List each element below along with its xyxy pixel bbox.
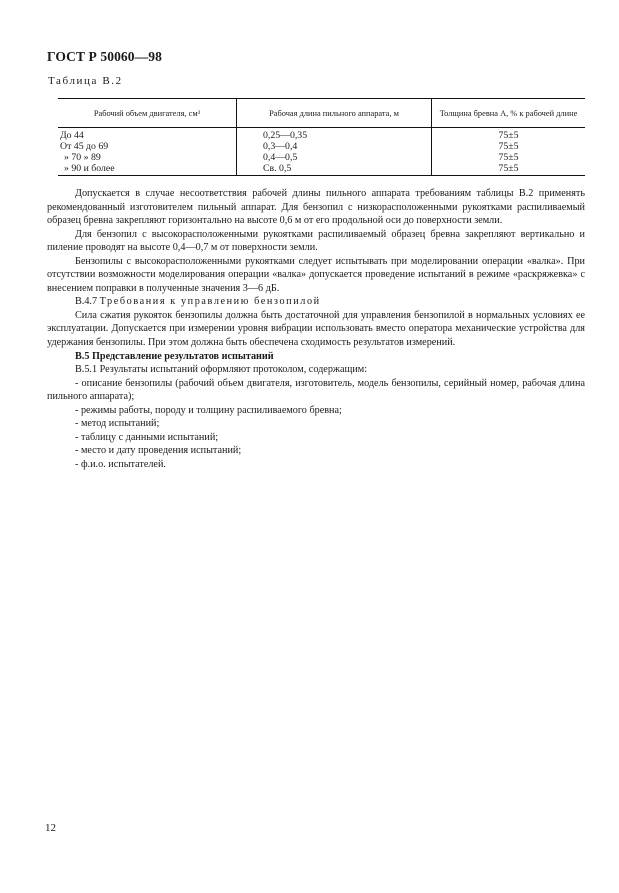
section-heading-b5: В.5 Представление результатов испытаний xyxy=(75,350,274,362)
column-header-log-thickness: Толщина бревна A, % к рабочей длине xyxy=(432,99,586,128)
paragraph-high-handles: Для бензопил с высокорасположенными рукоятками распиливаемый образец бревна закрепляют вертикально и пиление проводят на высоте 0,4—0,7 м от поверхности земли. xyxy=(47,228,585,254)
paragraph-felling-mode: Бензопилы с высокорасположенными рукоятками следует испытывать при моделировании операции «валка». При отсутствии возможности моделирования операции «валка» допускается проведение испытаний в режиме «раскряжевка» с внесением поправки в полученные значения 3—6 дБ. xyxy=(47,255,585,294)
column-header-saw-length: Рабочая длина пильного аппарата, м xyxy=(237,99,432,128)
paragraph-b51: В.5.1 Результаты испытаний оформляют протоколом, содержащим: xyxy=(75,364,368,376)
table-cell: 75±5 xyxy=(432,141,586,152)
column-header-engine-volume: Рабочий объем двигателя, см³ xyxy=(58,99,237,128)
list-item: - режимы работы, породу и толщину распиливаемого бревна; xyxy=(75,404,342,416)
paragraph-length-tolerance: Допускается в случае несоответствия рабочей длины пильного аппарата требованиям таблицы В.2 применять рекомендованный изготовителем пильный аппарат. Для бензопил с низкорасположенными рукоятками распиливаемый образец бревна закрепляют горизонтально на высоте 0,6 м от его продольной оси до поверхности земли. xyxy=(47,188,585,227)
document-header: ГОСТ Р 50060—98 xyxy=(47,49,162,64)
paragraph-grip-force: Сила сжатия рукояток бензопилы должна быть достаточной для управления бензопилой в нормальных условиях ее эксплуатации. Допускается при измерении уровня вибрации использовать вместо оператора механические устройства для удержания бензопилы. При этом должна быть обеспечена сходимость результатов измерений. xyxy=(47,309,585,349)
table-cell: 75±5 xyxy=(432,152,586,163)
table-row xyxy=(58,152,585,163)
table-cell: » 70 » 89 xyxy=(64,152,101,163)
section-title: Требования к управлению бензопилой xyxy=(99,296,321,308)
table-cell: 0,4—0,5 xyxy=(237,152,432,163)
table-cell: 75±5 xyxy=(432,163,586,176)
table-cell: 0,25—0,35 xyxy=(237,128,432,142)
document-body xyxy=(47,187,585,471)
table-header-row xyxy=(58,99,585,128)
table-row xyxy=(58,163,585,176)
table-cell: До 44 xyxy=(60,130,84,141)
list-item: - таблицу с данными испытаний; xyxy=(75,431,219,443)
list-item: - ф.и.о. испытателей. xyxy=(75,458,166,470)
page-number: 12 xyxy=(45,822,56,834)
list-item: - описание бензопилы (рабочий объем двигателя, изготовитель, модель бензопилы, серийный номер, рабочая длина пильного аппарата); xyxy=(47,377,585,403)
table-cell: » 90 и более xyxy=(58,163,237,176)
list-item: - место и дату проведения испытаний; xyxy=(75,445,242,457)
section-heading-b47 xyxy=(47,295,585,309)
table-cell: 0,3—0,4 xyxy=(237,141,432,152)
data-table-container xyxy=(58,98,585,176)
table-cell: От 45 до 69 xyxy=(60,141,109,152)
table-row xyxy=(58,128,585,142)
table-cell: Св. 0,5 xyxy=(237,163,432,176)
engine-log-table xyxy=(58,98,585,176)
table-row xyxy=(58,141,585,152)
table-cell: 75±5 xyxy=(432,128,586,142)
section-number: В.4.7 xyxy=(75,296,98,308)
list-item: - метод испытаний; xyxy=(75,418,160,430)
table-caption: Таблица В.2 xyxy=(48,75,123,87)
